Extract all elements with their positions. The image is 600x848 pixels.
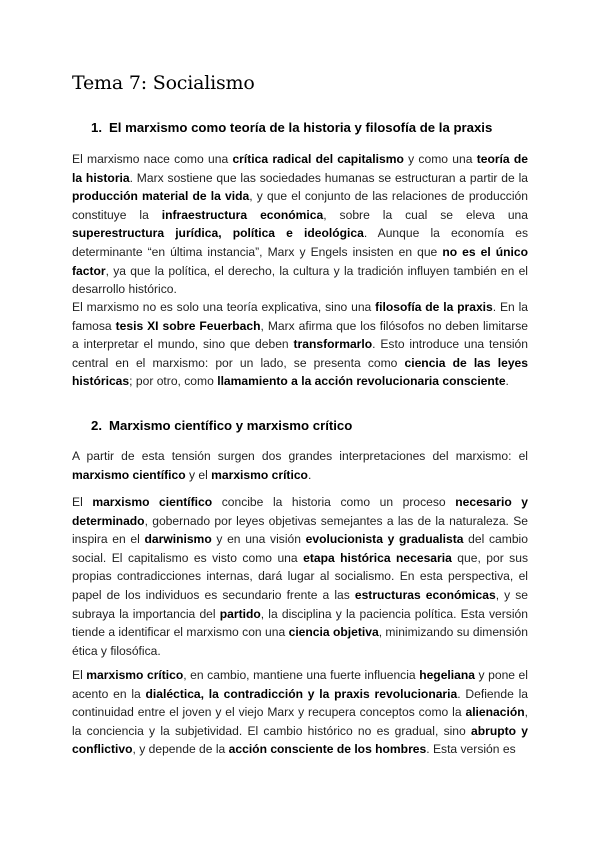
text-run: y el bbox=[185, 467, 212, 482]
bold-phrase: marxismo científico bbox=[72, 467, 186, 482]
bold-phrase: filosofía de la praxis bbox=[375, 300, 493, 314]
text-run: , sobre la cual se eleva una bbox=[323, 207, 528, 222]
bold-phrase: alienación bbox=[465, 705, 525, 720]
text-run: . Esta versión es bbox=[426, 742, 516, 757]
bold-phrase: producción material de la vida bbox=[72, 189, 250, 204]
bold-phrase: evolucionista y gradualista bbox=[305, 532, 464, 547]
text-run: , la conciencia y la subjetividad. El cambio histórico no es gradual, sino bbox=[72, 705, 528, 738]
text-run: , gobernado por leyes objetivas semejantes a las de la naturaleza. Se inspira en el bbox=[72, 513, 528, 547]
text-run: concibe la historia como un proceso bbox=[212, 495, 456, 509]
text-run: , minimizando su dimensión ética y filosófica. bbox=[72, 625, 528, 658]
text-run: . Esto introduce una tensión central en el marxismo: por un lado, se presenta como bbox=[72, 337, 528, 370]
text-run: , ya que la política, el derecho, la cultura y la tradición influyen también en el desarrollo histórico. bbox=[72, 263, 528, 297]
section-heading-1 bbox=[91, 120, 492, 135]
text-run: El marxismo no es solo una teoría explicativa, sino una bbox=[72, 300, 376, 314]
text-run: , y depende de la bbox=[132, 742, 229, 757]
bold-phrase: acción consciente de los hombres bbox=[228, 742, 427, 757]
bold-phrase: marxismo científico bbox=[92, 495, 213, 509]
text-run: , y que el conjunto de las relaciones de producción constituye la bbox=[72, 189, 528, 222]
text-run: . Marx sostiene que las sociedades humanas se estructuran a partir de la bbox=[129, 170, 528, 185]
bold-phrase: abrupto y conflictivo bbox=[72, 723, 528, 757]
bold-phrase: estructuras económicas bbox=[354, 587, 496, 602]
paragraph bbox=[72, 666, 528, 759]
text-run: que, por sus propias contradicciones internas, dará lugar al socialismo. En esta perspectiva, el papel de los individuos es secundario frente a las bbox=[72, 550, 529, 602]
bold-phrase: ciencia objetiva bbox=[288, 625, 379, 640]
text-run: , y se subraya la importancia del bbox=[72, 587, 528, 621]
text-run: . bbox=[307, 467, 312, 482]
bold-phrase: necesario y determinado bbox=[72, 495, 528, 528]
paragraph bbox=[72, 150, 528, 299]
text-run: , en cambio, mantiene una fuerte influencia bbox=[183, 668, 420, 682]
text-run: ; por otro, como bbox=[129, 374, 218, 389]
text-run: y pone el acento en la bbox=[72, 668, 528, 701]
paragraph bbox=[72, 493, 528, 660]
text-run: . Defiende la continuidad entre el joven y el viejo Marx y recupera conceptos como la bbox=[72, 686, 528, 720]
bold-phrase: superestructura jurídica, política e ideológica bbox=[72, 226, 364, 241]
bold-phrase: marxismo crítico bbox=[86, 668, 184, 682]
section-heading-2 bbox=[91, 418, 352, 433]
section-title: El marxismo como teoría de la historia y filosofía de la praxis bbox=[109, 120, 493, 135]
bold-phrase: ciencia de las leyes históricas bbox=[72, 355, 528, 389]
text-run: , Marx afirma que los filósofos no deben limitarse a interpretar el mundo, sino que deben bbox=[72, 318, 528, 352]
text-run: , la disciplina y la paciencia política. Esta versión tiende a identificar el marxismo con una bbox=[72, 606, 528, 640]
bold-phrase: marxismo crítico bbox=[211, 467, 308, 482]
bold-phrase: teoría de la historia bbox=[72, 152, 529, 185]
bold-phrase: darwinismo bbox=[144, 532, 212, 547]
bold-phrase: no es el único factor bbox=[72, 244, 528, 278]
text-run: A partir de esta tensión surgen dos grandes interpretaciones del marxismo: el bbox=[72, 449, 528, 463]
text-run: y en una visión bbox=[211, 532, 306, 547]
paragraph bbox=[72, 447, 528, 484]
bold-phrase: infraestructura económica bbox=[161, 207, 324, 222]
bold-phrase: crítica radical del capitalismo bbox=[232, 152, 404, 166]
bold-phrase: etapa histórica necesaria bbox=[303, 550, 452, 565]
text-run: . Aunque la economía es determinante “en última instancia”, Marx y Engels insisten en que bbox=[72, 226, 528, 259]
text-run: . bbox=[505, 374, 509, 389]
text-run: El bbox=[72, 668, 87, 682]
bold-phrase: hegeliana bbox=[419, 668, 475, 682]
section-number: 2. bbox=[91, 418, 102, 433]
text-run: del cambio social. El capitalismo es visto como una bbox=[72, 532, 528, 565]
bold-phrase: tesis XI sobre Feuerbach bbox=[115, 318, 261, 333]
bold-phrase: partido bbox=[219, 606, 261, 621]
text-run: . En la famosa bbox=[72, 300, 528, 333]
page-title: Tema 7: Socialismo bbox=[72, 72, 255, 94]
text-run: y como una bbox=[403, 152, 477, 166]
text-run: El marxismo nace como una bbox=[72, 152, 233, 166]
section-number: 1. bbox=[91, 120, 102, 135]
section-title: Marxismo científico y marxismo crítico bbox=[109, 418, 353, 433]
bold-phrase: dialéctica, la contradicción y la praxis revolucionaria bbox=[145, 686, 458, 701]
bold-phrase: llamamiento a la acción revolucionaria consciente bbox=[217, 374, 506, 389]
bold-phrase: transformarlo bbox=[293, 337, 373, 352]
paragraph bbox=[72, 298, 528, 391]
text-run: El bbox=[72, 495, 93, 509]
